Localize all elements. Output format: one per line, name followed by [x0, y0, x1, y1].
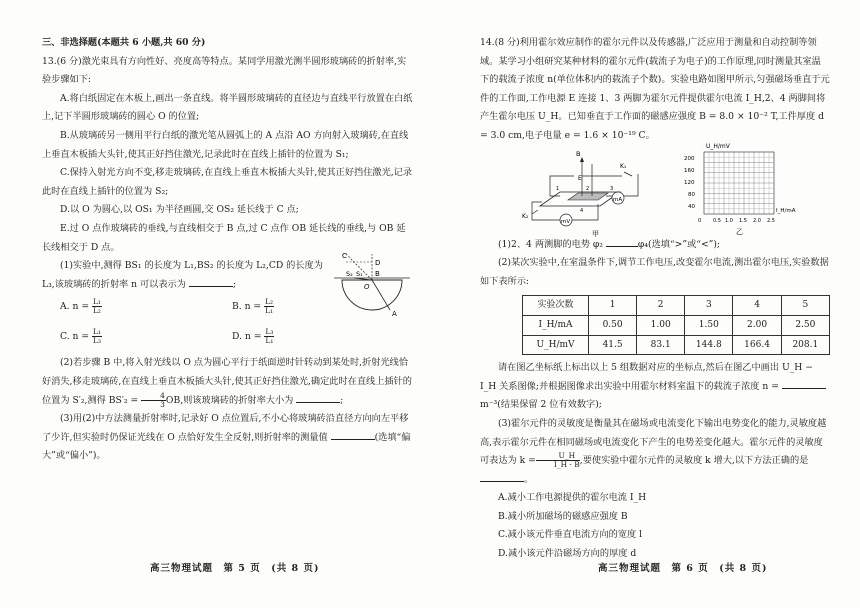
- q13-part1-answer-blank[interactable]: [189, 276, 233, 287]
- hall-circuit-diagram: [520, 148, 670, 240]
- footer-page6: 高三物理试题 第 6 页 (共 8 页): [598, 563, 768, 574]
- option-d-num: L₃: [265, 327, 274, 337]
- choice-b[interactable]: B.减小所加磁场的磁感应强度 B: [498, 510, 628, 522]
- q14-part3-end: 。: [524, 473, 534, 485]
- option-b[interactable]: [232, 298, 274, 317]
- footer-page5: 高三物理试题 第 5 页 (共 8 页): [150, 563, 320, 574]
- option-d-den: L₁: [265, 336, 274, 346]
- circuit-label-e: E: [578, 175, 582, 182]
- pin-label-4: 4: [580, 208, 584, 214]
- choice-d[interactable]: D.减小该元件沿磁场方向的厚度 d: [498, 548, 637, 560]
- table-cell: 144.8: [685, 335, 733, 355]
- table-cell: 1.00: [637, 315, 685, 335]
- y-tick-label: 160: [684, 168, 695, 174]
- option-b-den: L₁: [265, 306, 274, 316]
- q13-part2-text: (2)若步骤 B 中,将入射光线以 O 点为圆心平行于纸面逆时针转动到某处时,折射光线恰好消失,移走玻璃砖,在直线上垂直木板插大头针,使其正好挡住激光,确定此时在直线上插针的位置为 S′₂,测得 BS′₂ =: [42, 357, 412, 406]
- q13-part3: [42, 410, 414, 466]
- x-tick-label: 0.5: [713, 218, 721, 224]
- table-cell: 208.1: [781, 335, 829, 355]
- table-cell: 实验次数: [523, 296, 589, 316]
- option-d-label: D. n =: [232, 331, 262, 343]
- q13-part3-answer-blank[interactable]: [331, 429, 375, 440]
- q13-part2-frac-num: 4: [141, 392, 166, 401]
- q13-part1: [42, 257, 327, 294]
- option-a-num: L₁: [92, 297, 101, 307]
- fig-label-o: O: [364, 283, 370, 291]
- pin-label-2: 2: [586, 186, 590, 192]
- q13-part2-fraction: [141, 392, 166, 409]
- q14-part3-frac-num: U_H: [536, 452, 580, 461]
- x-tick-label: 2.5: [767, 218, 775, 224]
- figure-yi-caption: 乙: [736, 228, 743, 236]
- section-title: 三、非选择题(本题共 6 小题,共 60 分): [42, 37, 206, 48]
- option-a-label: A. n =: [60, 301, 90, 313]
- option-a[interactable]: [60, 298, 102, 317]
- mv-meter-label: mV: [561, 219, 571, 225]
- q14-part3-fraction: [536, 452, 580, 469]
- option-c[interactable]: [60, 328, 102, 347]
- fig-label-c: C: [342, 252, 347, 260]
- x-tick-label: 1.0: [725, 218, 733, 224]
- table-cell: I_H/mA: [523, 315, 589, 335]
- x-tick-label: 2.0: [753, 218, 761, 224]
- circuit-label-k1: K₁: [620, 163, 627, 170]
- q13-step-e: E.过 O 点作玻璃砖的垂线,与直线相交于 B 点,过 C 点作 OB 延长线的垂线,与 OB 延长线相交于 D 点。: [42, 222, 406, 253]
- q14-part2b-text: 请在图乙坐标纸上标出以上 5 组数据对应的坐标点,然后在图乙中画出 U_H − I_H 关系图像;并根据图像求出实验中用霍尔材料室温下的载流子浓度 n =: [480, 362, 813, 392]
- option-b-label: B. n =: [232, 301, 262, 313]
- table-cell: 2.00: [733, 315, 781, 335]
- table-cell: 166.4: [733, 335, 781, 355]
- table-cell: 2: [637, 296, 685, 316]
- option-a-fraction: [92, 298, 102, 315]
- table-cell: 41.5: [589, 335, 637, 355]
- fig-label-a: A: [392, 310, 397, 318]
- table-header-row: [523, 296, 830, 316]
- circuit-label-k2: K₂: [522, 213, 529, 220]
- option-d[interactable]: [232, 328, 274, 347]
- graph-y-label: U_H/mV: [706, 143, 730, 150]
- q13-part3-text: (3)用(2)中方法测量折射率时,记录好 O 点位置后,不小心将玻璃砖沿直径方向向左平移了少许,但实验时仍保证光线在 O 点恰好发生全反射,则折射率的测量值: [42, 413, 409, 443]
- q13-part1-text: (1)实验中,测得 BS₁ 的长度为 L₁,BS₂ 的长度为 L₂,CD 的长度为 L₃,该玻璃砖的折射率 n 可以表示为: [42, 260, 323, 290]
- q13-part1-tail: ;: [232, 278, 236, 290]
- ma-meter-label: mA: [613, 197, 623, 203]
- q13-intro: 13.(6 分)激光束具有方向性好、亮度高等特点。某同学用激光测半圆形玻璃砖的折射率,实验步骤如下:: [42, 55, 407, 86]
- option-c-den: L₃: [93, 336, 102, 346]
- fig-label-s2: S₂: [346, 270, 353, 278]
- q13-step-c: C.保持入射光方向不变,移走玻璃砖,在直线上垂直木板插大头针,使其正好挡住激光,记录此时在直线上插针的位置为 S₂;: [42, 167, 413, 197]
- fig-label-b: B: [375, 270, 380, 278]
- table-row: [523, 335, 830, 355]
- y-tick-label: 80: [688, 192, 695, 198]
- table-cell: U_H/mV: [523, 335, 589, 355]
- x-tick-label: 1.5: [739, 218, 747, 224]
- q13-part3-tail: (选填“偏大”或“偏小”)。: [42, 431, 411, 462]
- table-cell: 2.50: [781, 315, 829, 335]
- fig-label-d: D: [375, 259, 381, 267]
- uh-ih-graph-paper: [680, 140, 804, 240]
- graph-x-label: I_H/mA: [776, 208, 796, 214]
- table-cell: 1: [589, 296, 637, 316]
- circuit-label-b: B: [576, 150, 581, 158]
- table-cell: 83.1: [637, 335, 685, 355]
- table-cell: 4: [733, 296, 781, 316]
- glass-brick-diagram: [332, 248, 412, 324]
- option-b-num: L₂: [265, 297, 274, 307]
- y-tick-label: 200: [684, 156, 695, 162]
- pin-label-3: 3: [610, 186, 614, 192]
- pin-label-1: 1: [556, 186, 560, 192]
- table-cell: 1.50: [685, 315, 733, 335]
- fig-label-s1: S₁: [356, 270, 363, 278]
- x-tick-label: 0: [698, 218, 702, 224]
- graph-x-ticks: [698, 218, 775, 224]
- q13-part2: [42, 354, 414, 410]
- q13-part2-frac-den: 3: [160, 399, 165, 409]
- q14-part3-frac-den: I_H · B: [553, 460, 580, 470]
- q14-part2b-tail: m⁻³(结果保留 2 位有效数字);: [480, 399, 602, 411]
- q13-step-a: A.将白纸固定在木板上,画出一条直线。将半圆形玻璃砖的直径边与直线平行放置在白纸上,记下半圆形玻璃砖的圆心 O 的位置;: [42, 92, 413, 123]
- choice-c[interactable]: C.减小该元件垂直电流方向的宽度 l: [498, 529, 643, 541]
- q13-step-d: D.以 O 为圆心,以 OS₁ 为半径画圆,交 OS₂ 延长线于 C 点;: [60, 204, 299, 216]
- option-a-den: L₂: [92, 306, 101, 316]
- q14-intro: 14.(8 分)利用霍尔效应制作的霍尔元件以及传感器,广泛应用于测量和自动控制等领域。某学习小组研究某种材料的霍尔元件(载流子为电子)的工作原理,同时测量其室温下的载流子浓度 n(单位体积内的载流子个数)。实验电路如图甲所示,匀强磁场垂直于元件的工作面,工作电源 E 连接 1、3 两脚为霍尔元件提供霍尔电流 I_H,2、4 两脚间将产生霍尔电压 U_H。已知垂直于工作面的磁感应强度 B = 8.0 × 10⁻² T,工件厚度 d = 3.0 cm,电子电量 e = 1.6 × 10⁻¹⁹ C。: [480, 37, 830, 141]
- q13-part2-end: ;: [340, 394, 344, 406]
- table-cell: 3: [685, 296, 733, 316]
- q13-step-b: B.从玻璃砖另一侧用平行白纸的激光笔从圆弧上的 A 点沿 AO 方向射入玻璃砖,在直线上垂直木板插大头针,使其正好挡住激光,记录此时在直线上插针的位置为 S₁;: [42, 129, 409, 160]
- option-b-fraction: [264, 298, 274, 315]
- option-d-fraction: [264, 328, 274, 345]
- y-tick-label: 40: [688, 204, 695, 210]
- hall-data-table: [522, 295, 830, 355]
- option-c-label: C. n =: [60, 331, 90, 343]
- table-row: [523, 315, 830, 335]
- q14-part2: (2)某次实验中,在室温条件下,调节工作电压,改变霍尔电流,测出霍尔电压,实验数据如下表所示:: [480, 257, 829, 287]
- q14-part3-tail: ,要使实验中霍尔元件的灵敏度 k 增大,以下方法正确的是: [579, 455, 809, 467]
- graph-y-ticks: [684, 156, 695, 210]
- q13-part2-answer-blank[interactable]: [296, 392, 340, 403]
- q14-part1-text: (1)2、4 两测脚的电势 φ₂: [498, 238, 603, 250]
- q14-part3-text: (3)霍尔元件的灵敏度是衡量其在磁场或电流变化下输出电势变化的能力,灵敏度越高,表示霍尔元件在相同磁场或电流变化下产生的电势差变化越大。霍尔元件的灵敏度可表达为 k =: [480, 417, 827, 467]
- option-c-fraction: [92, 328, 102, 345]
- choice-a[interactable]: A.减小工作电源提供的霍尔电流 I_H: [498, 492, 647, 504]
- q14-part3-answer-blank[interactable]: [480, 471, 524, 482]
- option-c-num: L₁: [93, 327, 102, 337]
- q14-part2b: [480, 359, 830, 415]
- right-column: [480, 34, 830, 564]
- q14-part1-tail: φ₄(选填“>”或“<”);: [637, 238, 721, 250]
- q14-part3: [480, 415, 830, 489]
- y-tick-label: 120: [684, 180, 695, 186]
- q14-part2b-answer-blank[interactable]: [782, 378, 826, 389]
- q13-part2-tail: OB,则该玻璃砖的折射率大小为: [165, 394, 294, 406]
- table-cell: 0.50: [589, 315, 637, 335]
- table-cell: 5: [781, 296, 829, 316]
- figure-jia-caption: 甲: [592, 230, 599, 238]
